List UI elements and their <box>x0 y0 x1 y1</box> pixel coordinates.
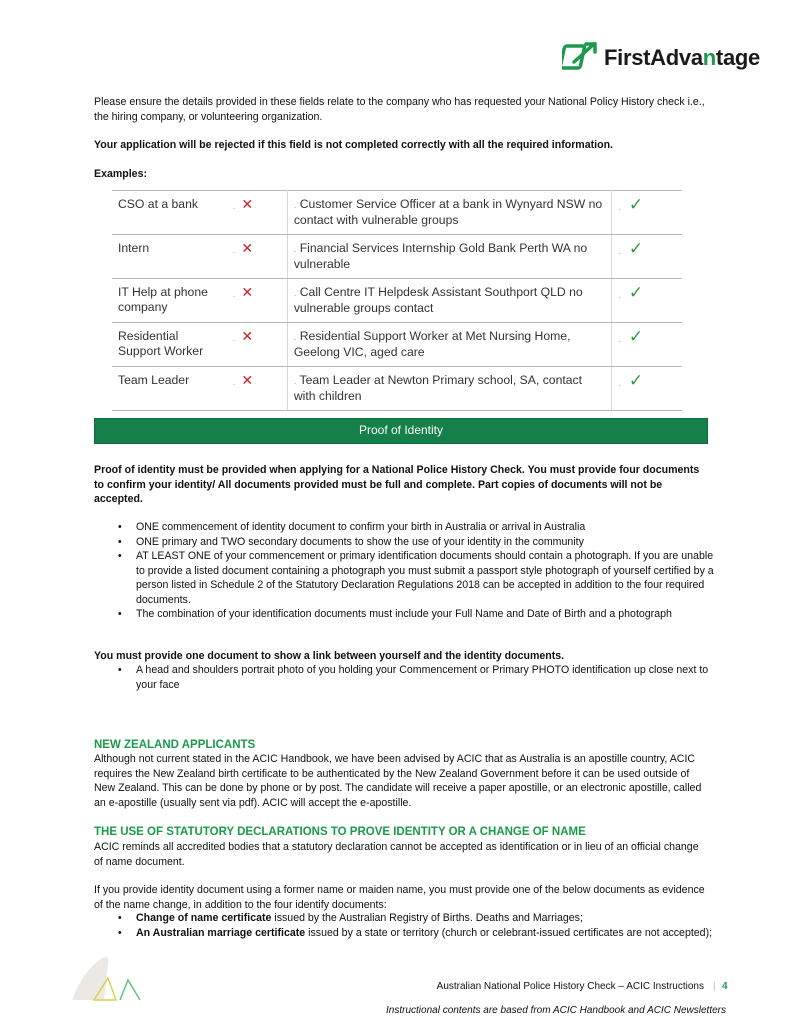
table-row <box>112 279 682 323</box>
dot-icon: . <box>293 376 297 386</box>
check-icon: ✓ <box>628 371 644 390</box>
table-row <box>112 235 682 279</box>
bad-example: Intern <box>112 235 227 279</box>
footer-title: Australian National Police History Check – ACIC Instructions <box>436 981 704 992</box>
table-row <box>112 323 682 367</box>
cross-icon: ✕ <box>241 328 254 344</box>
dot-icon: . <box>618 290 621 300</box>
check-icon: ✓ <box>628 327 644 346</box>
brand-logo <box>562 40 762 76</box>
list-item: • A head and shoulders portrait photo of you holding your Commencement or Primary PHOTO identification up close next to your face <box>94 663 714 692</box>
table-row <box>112 367 682 411</box>
list-item: • An Australian marriage certificate issued by a state or territory (church or celebrant-issued certificates are not accepted); <box>94 926 714 941</box>
check-icon: ✓ <box>628 239 644 258</box>
dot-icon: . <box>232 245 236 255</box>
intro-text: Please ensure the details provided in these fields relate to the company who has requested your National Policy History check i.e., the hiring company, or volunteering organization. <box>94 96 705 123</box>
nz-body: Although not current stated in the ACIC Handbook, we have been advised by ACIC that as Australia is an apostille country, ACIC requires the New Zealand birth certificate to be authenticated by the New Zealand Government before it can be used outside of New Zealand. This can be done by phone or by post. The candidate will receive a paper apostille, or an electronic apostille, called an e-apostille (usually sent via pdf). ACIC will accept the e-apostille. <box>94 753 702 809</box>
decorative-shapes-icon <box>68 952 148 1004</box>
dot-icon: . <box>293 332 297 342</box>
check-icon: ✓ <box>628 283 644 302</box>
name-change-documents-list <box>94 911 714 940</box>
list-item: • Change of name certificate issued by the Australian Registry of Births. Deaths and Marriages; <box>94 911 714 926</box>
dot-icon: . <box>618 334 621 344</box>
brand-name: FirstAdvantage <box>604 45 760 70</box>
dot-icon: . <box>232 201 236 211</box>
bad-example: Team Leader <box>112 367 227 411</box>
brand-mark-icon <box>562 40 602 72</box>
list-item: • The combination of your identification documents must include your Full Name and Date of Birth and a photograph <box>94 607 714 622</box>
bad-example: IT Help at phone company <box>112 279 227 323</box>
statutory-heading: THE USE OF STATUTORY DECLARATIONS TO PROVE IDENTITY OR A CHANGE OF NAME <box>94 826 586 838</box>
good-example: Residential Support Worker at Met Nursing Home, Geelong VIC, aged care <box>293 329 571 359</box>
dot-icon: . <box>618 202 621 212</box>
dot-icon: . <box>232 289 236 299</box>
table-row <box>112 191 682 235</box>
dot-icon: . <box>293 244 297 254</box>
proof-of-identity-banner: Proof of Identity <box>94 418 708 444</box>
cross-icon: ✕ <box>241 284 254 300</box>
good-example: Team Leader at Newton Primary school, SA, contact with children <box>293 373 582 403</box>
proof-lead: Proof of identity must be provided when applying for a National Police History Check. You must provide four documents to confirm your identity/ All documents provided must be full and complete. Part copies of documents will not be accepted. <box>94 464 700 505</box>
footer-note: Instructional contents are based from ACIC Handbook and ACIC Newsletters <box>386 1005 726 1016</box>
good-example: Call Centre IT Helpdesk Assistant Southport QLD no vulnerable groups contact <box>293 285 583 315</box>
list-item: • ONE commencement of identity document to confirm your birth in Australia or arrival in Australia <box>94 520 714 535</box>
check-icon: ✓ <box>628 195 644 214</box>
dot-icon: . <box>293 200 297 210</box>
cross-icon: ✕ <box>241 240 254 256</box>
link-requirements-list <box>94 663 714 692</box>
statutory-body-1: ACIC reminds all accredited bodies that a statutory declaration cannot be accepted as identification or in lieu of an official change of name document. <box>94 841 699 868</box>
bad-example: Residential Support Worker <box>112 323 227 367</box>
dot-icon: . <box>618 378 621 388</box>
examples-table <box>112 190 682 411</box>
proof-requirements-list <box>94 520 714 622</box>
dot-icon: . <box>618 246 621 256</box>
rejection-warning: Your application will be rejected if this field is not completed correctly with all the required information. <box>94 139 613 151</box>
list-item: • AT LEAST ONE of your commencement or primary identification documents should contain a photograph. If you are unable to provide a listed document containing a photograph you must submit a passport style photograph of yourself certified by a person listed in Schedule 2 of the Statutory Declaration Regulations 2018 can be accepted in addition to the four required documents. <box>94 549 714 607</box>
dot-icon: . <box>232 377 236 387</box>
page-number: 4 <box>722 981 728 992</box>
cross-icon: ✕ <box>241 372 254 388</box>
dot-icon: . <box>232 333 236 343</box>
good-example: Customer Service Officer at a bank in Wynyard NSW no contact with vulnerable groups <box>293 197 603 227</box>
good-example: Financial Services Internship Gold Bank Perth WA no vulnerable <box>293 241 588 271</box>
bad-example: CSO at a bank <box>112 191 227 235</box>
cross-icon: ✕ <box>241 196 254 212</box>
nz-heading: NEW ZEALAND APPLICANTS <box>94 739 256 751</box>
link-heading: You must provide one document to show a link between yourself and the identity documents. <box>94 650 565 662</box>
dot-icon: . <box>293 288 297 298</box>
statutory-body-2: If you provide identity document using a former name or maiden name, you must provide one of the below documents as evidence of the name change, in addition to the four identify documents: <box>94 884 705 911</box>
footer-separator: | <box>713 981 716 992</box>
list-item: • ONE primary and TWO secondary documents to show the use of your identity in the community <box>94 535 714 550</box>
examples-label: Examples: <box>94 168 147 180</box>
